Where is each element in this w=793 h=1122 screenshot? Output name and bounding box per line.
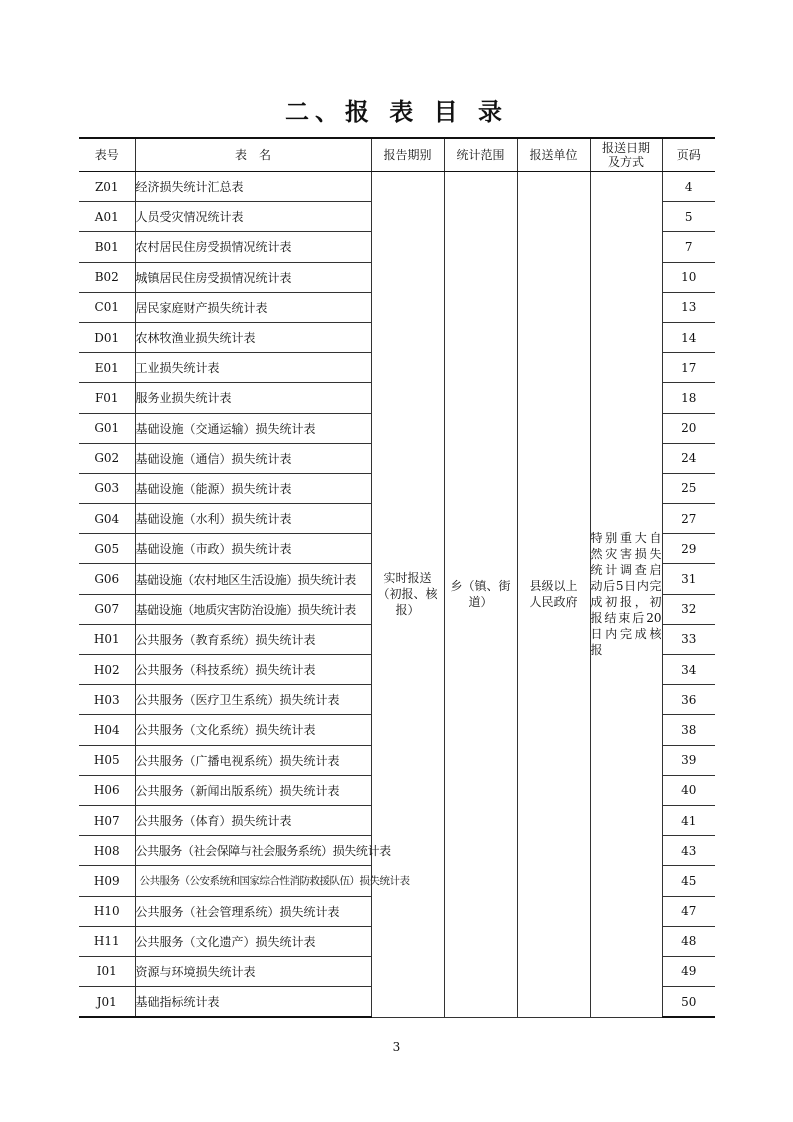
row-name: 基础设施（水利）损失统计表 (135, 504, 371, 534)
row-page: 4 (662, 172, 715, 202)
row-code: G07 (79, 594, 135, 624)
row-code: H10 (79, 896, 135, 926)
period-text: （初报、核 (377, 587, 438, 602)
page-number: 3 (392, 1040, 401, 1054)
row-page: 5 (662, 202, 715, 232)
row-name: 公共服务（新闻出版系统）损失统计表 (135, 775, 371, 805)
table-row (79, 172, 715, 202)
row-name: 公共服务（体育）损失统计表 (135, 805, 371, 835)
row-page: 38 (662, 715, 715, 745)
row-code: J01 (79, 987, 135, 1018)
scope-text: 乡（镇、街 (450, 579, 511, 594)
row-code: H03 (79, 685, 135, 715)
row-name: 服务业损失统计表 (135, 383, 371, 413)
header-page: 页码 (662, 138, 715, 172)
row-name: 公共服务（文化遗产）损失统计表 (135, 926, 371, 956)
row-name: 基础设施（农村地区生活设施）损失统计表 (135, 564, 371, 594)
row-name: 城镇居民住房受损情况统计表 (135, 262, 371, 292)
row-page: 7 (662, 232, 715, 262)
row-page: 17 (662, 353, 715, 383)
row-page: 33 (662, 624, 715, 654)
header-unit: 报送单位 (517, 138, 590, 172)
row-code: H04 (79, 715, 135, 745)
period-text: 实时报送 (383, 571, 432, 586)
row-code: G03 (79, 473, 135, 503)
row-name: 公共服务（广播电视系统）损失统计表 (135, 745, 371, 775)
row-name: 经济损失统计汇总表 (135, 172, 371, 202)
row-code: C01 (79, 292, 135, 322)
row-page: 49 (662, 956, 715, 986)
header-name: 表 名 (135, 138, 371, 172)
page-title: 二、报 表 目 录 (284, 98, 509, 126)
row-page: 13 (662, 292, 715, 322)
row-name: 公共服务（社会保障与社会服务系统）损失统计表 (135, 836, 371, 866)
row-code: H07 (79, 805, 135, 835)
row-code: G02 (79, 443, 135, 473)
row-page: 50 (662, 987, 715, 1018)
row-code: E01 (79, 353, 135, 383)
row-page: 48 (662, 926, 715, 956)
row-code: G01 (79, 413, 135, 443)
row-page: 10 (662, 262, 715, 292)
row-name: 基础设施（交通运输）损失统计表 (135, 413, 371, 443)
row-name: 居民家庭财产损失统计表 (135, 292, 371, 322)
row-page: 32 (662, 594, 715, 624)
row-page: 20 (662, 413, 715, 443)
row-page: 36 (662, 685, 715, 715)
row-code: F01 (79, 383, 135, 413)
row-name: 基础设施（能源）损失统计表 (135, 473, 371, 503)
row-page: 39 (662, 745, 715, 775)
row-code: G05 (79, 534, 135, 564)
row-code: Z01 (79, 172, 135, 202)
row-name: 公共服务（科技系统）损失统计表 (135, 655, 371, 685)
row-code: G06 (79, 564, 135, 594)
row-page: 40 (662, 775, 715, 805)
row-code: D01 (79, 322, 135, 352)
header-scope: 统计范围 (444, 138, 517, 172)
row-name: 工业损失统计表 (135, 353, 371, 383)
row-code: H05 (79, 745, 135, 775)
row-page: 45 (662, 866, 715, 896)
row-code: H02 (79, 655, 135, 685)
row-code: G04 (79, 504, 135, 534)
row-name: 公共服务（文化系统）损失统计表 (135, 715, 371, 745)
row-page: 27 (662, 504, 715, 534)
row-page: 18 (662, 383, 715, 413)
row-code: H08 (79, 836, 135, 866)
header-period: 报告期别 (371, 138, 444, 172)
row-name: 基础设施（地质灾害防治设施）损失统计表 (135, 594, 371, 624)
header-code: 表号 (79, 138, 135, 172)
row-name: 农林牧渔业损失统计表 (135, 322, 371, 352)
row-page: 47 (662, 896, 715, 926)
unit-cell (517, 172, 590, 1018)
scope-cell (444, 172, 517, 1018)
row-name: 公共服务（公安系统和国家综合性消防救援队伍）损失统计表 (135, 866, 371, 896)
row-name: 基础设施（市政）损失统计表 (135, 534, 371, 564)
header-schedule-line1: 报送日期 (601, 141, 650, 155)
row-name: 公共服务（社会管理系统）损失统计表 (135, 896, 371, 926)
period-text: 报） (395, 603, 420, 618)
unit-text: 县级以上 (529, 579, 578, 594)
row-name: 公共服务（教育系统）损失统计表 (135, 624, 371, 654)
row-name: 人员受灾情况统计表 (135, 202, 371, 232)
row-page: 25 (662, 473, 715, 503)
row-code: H09 (79, 866, 135, 896)
period-cell (371, 172, 444, 1018)
row-code: B02 (79, 262, 135, 292)
row-name: 农村居民住房受损情况统计表 (135, 232, 371, 262)
row-code: H11 (79, 926, 135, 956)
row-code: H06 (79, 775, 135, 805)
row-page: 14 (662, 322, 715, 352)
row-page: 29 (662, 534, 715, 564)
unit-text: 人民政府 (529, 595, 578, 610)
row-name: 基础指标统计表 (135, 987, 371, 1018)
report-catalog-table (79, 137, 715, 1018)
schedule-cell: 特别重大自然灾害损失统计调查启动后5日内完成初报，初报结束后20日内完成核报 (590, 172, 662, 1018)
row-page: 34 (662, 655, 715, 685)
row-page: 24 (662, 443, 715, 473)
row-page: 43 (662, 836, 715, 866)
table-header-row (79, 138, 715, 172)
scope-text: 道） (468, 595, 493, 610)
row-code: A01 (79, 202, 135, 232)
header-schedule-line2: 及方式 (607, 155, 644, 169)
row-name: 基础设施（通信）损失统计表 (135, 443, 371, 473)
row-page: 41 (662, 805, 715, 835)
row-code: H01 (79, 624, 135, 654)
row-code: I01 (79, 956, 135, 986)
row-name: 资源与环境损失统计表 (135, 956, 371, 986)
header-schedule (590, 138, 662, 172)
row-page: 31 (662, 564, 715, 594)
row-code: B01 (79, 232, 135, 262)
row-name: 公共服务（医疗卫生系统）损失统计表 (135, 685, 371, 715)
